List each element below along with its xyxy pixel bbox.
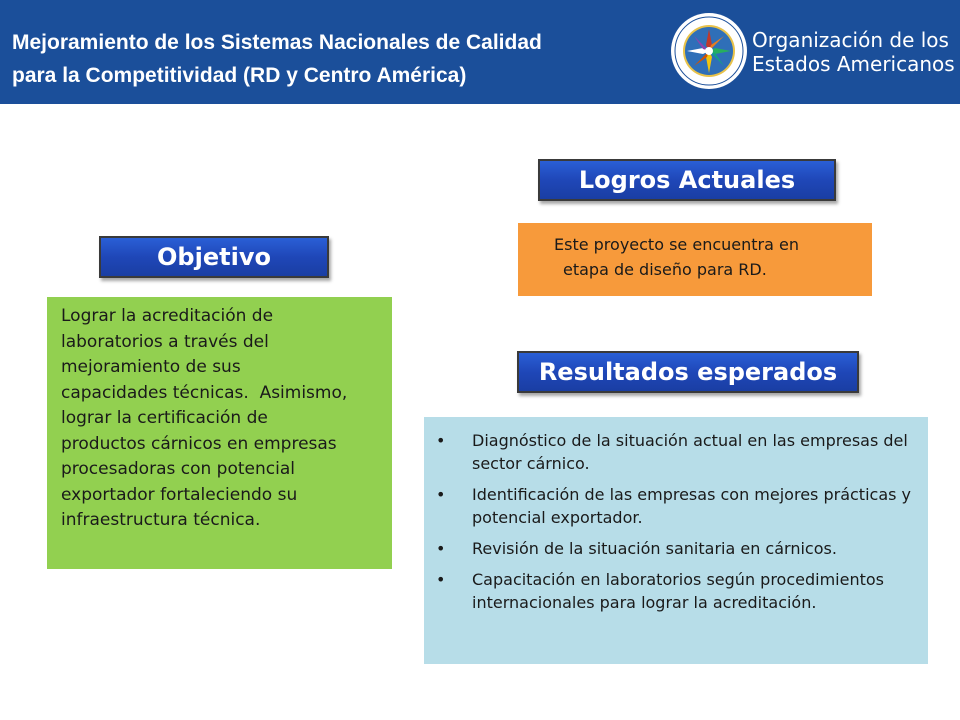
objetivo-box (47, 297, 392, 569)
objetivo-line: productos cárnicos en empresas (61, 433, 337, 454)
bullet-icon: • (436, 539, 446, 558)
list-item-text: Capacitación en laboratorios según procedimientos internacionales para lograr la acreditación. (472, 570, 884, 612)
org-name-line-2: Estados Americanos (752, 52, 955, 76)
bullet-icon: • (436, 485, 446, 504)
list-item-text: Diagnóstico de la situación actual en las empresas del sector cárnico. (472, 431, 908, 473)
objetivo-line: Lograr la acreditación de (61, 306, 274, 326)
resultados-list (434, 429, 918, 614)
bullet-icon: • (436, 431, 446, 450)
bullet-icon: • (436, 570, 446, 589)
org-name (752, 28, 955, 76)
title-line-2: para la Competitividad (RD y Centro América) (12, 64, 467, 87)
objetivo-line: exportador fortaleciendo su (61, 484, 298, 505)
objetivo-line: infraestructura técnica. (61, 510, 261, 530)
objetivo-line: procesadoras con potencial (61, 459, 295, 479)
list-item-text: Identificación de las empresas con mejores prácticas y potencial exportador. (472, 485, 912, 527)
logros-box (518, 223, 872, 296)
objetivo-line: laboratorios a través del (61, 331, 269, 352)
logros-line-2: etapa de diseño para RD. (563, 260, 767, 279)
objetivo-heading: Objetivo (99, 236, 329, 278)
objetivo-line: mejoramiento de sus (61, 357, 241, 377)
list-item (434, 483, 918, 529)
resultados-heading: Resultados esperados (517, 351, 859, 393)
title-line-1: Mejoramiento de los Sistemas Nacionales de Calidad (12, 31, 542, 54)
list-item (434, 568, 918, 614)
header-banner (0, 0, 960, 104)
logros-line-1: Este proyecto se encuentra en (554, 235, 799, 254)
oas-emblem-icon (670, 12, 748, 90)
org-name-line-1: Organización de los (752, 28, 949, 52)
list-item-text: Revisión de la situación sanitaria en cárnicos. (472, 539, 837, 558)
logros-heading: Logros Actuales (538, 159, 836, 201)
objetivo-line: lograr la certificación de (61, 408, 268, 428)
objetivo-line: capacidades técnicas. Asimismo, (61, 382, 348, 403)
page-title (12, 26, 652, 92)
resultados-box (424, 417, 928, 664)
list-item (434, 537, 918, 560)
list-item (434, 429, 918, 475)
